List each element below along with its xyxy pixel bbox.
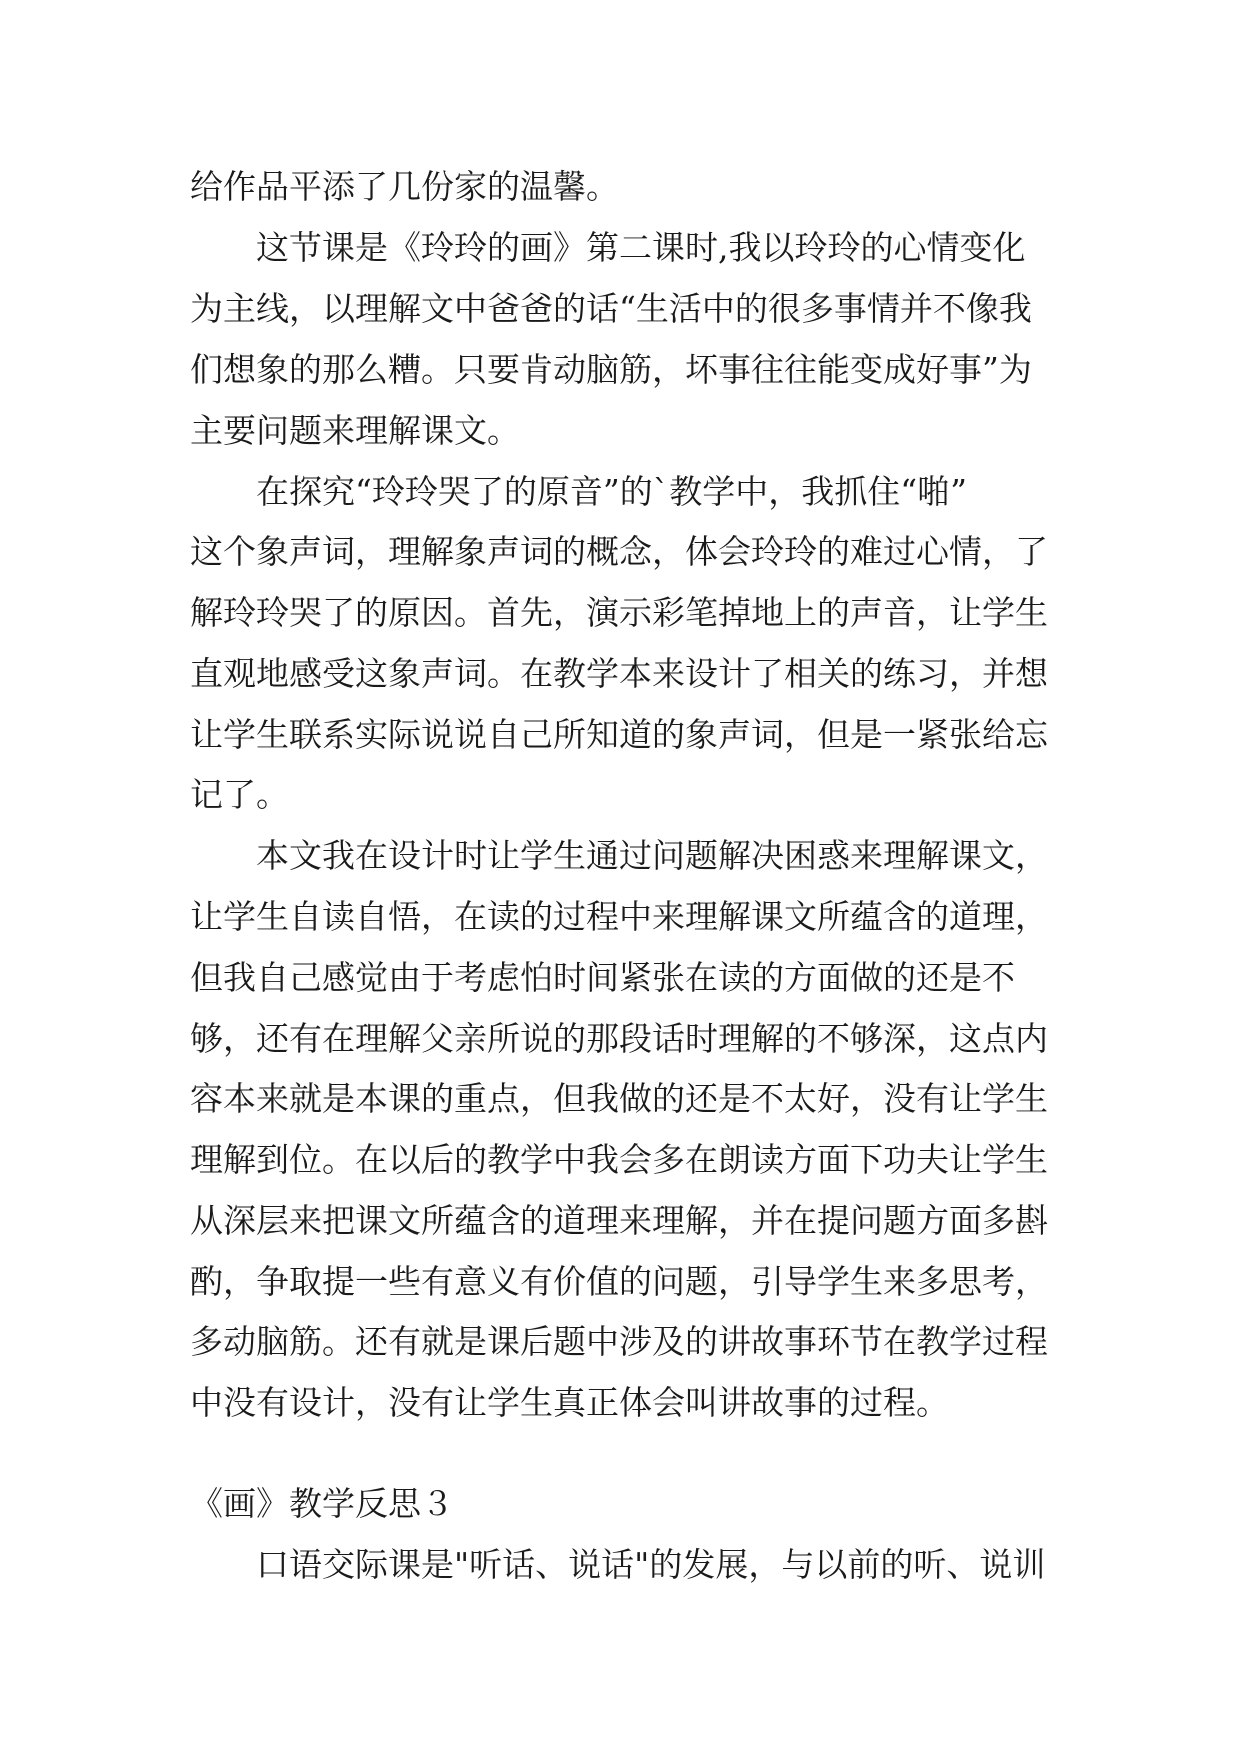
text-line: 这个象声词，理解象声词的概念，体会玲玲的难过心情，了 <box>190 532 1048 571</box>
text-line: 让学生联系实际说说自己所知道的象声词，但是一紧张给忘 <box>190 715 1048 754</box>
paragraph-first-line: 本文我在设计时让学生通过问题解决困惑来理解课文， <box>256 836 1048 875</box>
text-line: 容本来就是本课的重点，但我做的还是不太好，没有让学生 <box>190 1079 1048 1118</box>
text-line: 记了。 <box>190 775 289 814</box>
text-line: 们想象的那么糟。只要肯动脑筋，坏事往往能变成好事”为 <box>190 350 1032 389</box>
text-line: 为主线，以理解文中爸爸的话“生活中的很多事情并不像我 <box>190 289 1032 328</box>
text-line: 够，还有在理解父亲所说的那段话时理解的不够深，这点内 <box>190 1019 1048 1058</box>
text-line: 中没有设计，没有让学生真正体会叫讲故事的过程。 <box>190 1383 949 1422</box>
paragraph-first-line: 这节课是《玲玲的画》第二课时,我以玲玲的心情变化 <box>256 228 1026 267</box>
section-heading: 《画》教学反思３ <box>190 1484 454 1523</box>
text-line: 主要问题来理解课文。 <box>190 411 520 450</box>
paragraph-first-line: 在探究“玲玲哭了的原音”的`教学中，我抓住“啪” <box>256 472 967 511</box>
text-line: 给作品平添了几份家的温馨。 <box>190 167 619 206</box>
text-line: 理解到位。在以后的教学中我会多在朗读方面下功夫让学生 <box>190 1140 1048 1179</box>
text-line: 酌，争取提一些有意义有价值的问题，引导学生来多思考， <box>190 1262 1048 1301</box>
paragraph-first-line: 口语交际课是"听话、说话"的发展，与以前的听、说训 <box>256 1545 1046 1584</box>
text-line: 让学生自读自悟，在读的过程中来理解课文所蕴含的道理， <box>190 897 1048 936</box>
text-line: 多动脑筋。还有就是课后题中涉及的讲故事环节在教学过程 <box>190 1322 1048 1361</box>
text-line: 直观地感受这象声词。在教学本来设计了相关的练习，并想 <box>190 654 1048 693</box>
text-line: 从深层来把课文所蕴含的道理来理解，并在提问题方面多斟 <box>190 1201 1048 1240</box>
text-line: 解玲玲哭了的原因。首先，演示彩笔掉地上的声音，让学生 <box>190 593 1048 632</box>
text-line: 但我自己感觉由于考虑怕时间紧张在读的方面做的还是不 <box>190 958 1015 997</box>
